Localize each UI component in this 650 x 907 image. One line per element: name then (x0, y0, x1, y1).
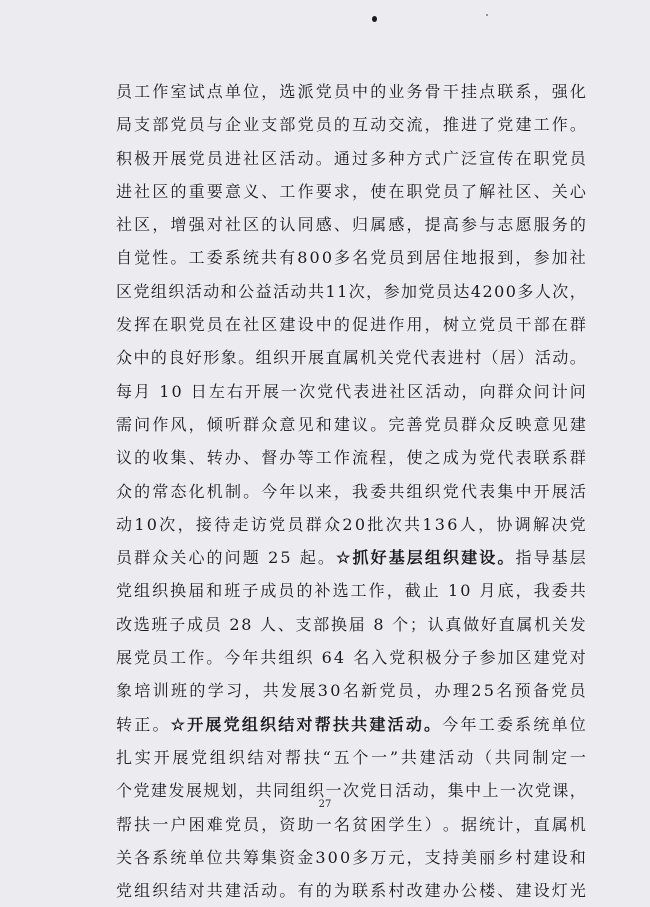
text-line: 转 正 。 ☆ 开 展 党 组 织 结 对 帮 扶 共 建 活 动 。 今 年 工 委 系 统 单 位 (116, 714, 586, 734)
text-line: 发 挥 在 职 党 员 在 社 区 建 设 中 的 促 进 作 用 ， 树 立 党 员 干 部 在 群 (116, 315, 586, 335)
text-line: 动 1 0 次 ， 接 待 走 访 党 员 群 众 2 0 批 次 共 1 3 6 人 ， 协 调 解 决 党 (116, 514, 586, 534)
text-line: 社 区 ， 增 强 对 社 区 的 认 同 感 、 归 属 感 ， 提 高 参 与 志 愿 服 务 的 (116, 215, 586, 235)
text-line: 扎 实 开 展 党 组 织 结 对 帮 扶 “ 五 个 一 ” 共 建 活 动 （ 共 同 制 定 一 (116, 747, 586, 767)
text-line: 进 社 区 的 重 要 意 义 、 工 作 要 求 ， 使 在 职 党 员 了 解 社 区 、 关 心 (116, 181, 586, 201)
scan-mark (486, 14, 488, 16)
text-line: 积 极 开 展 党 员 进 社 区 活 动 。 通 过 多 种 方 式 广 泛 宣 传 在 职 党 员 (116, 148, 586, 168)
text-line: 众 中 的 良 好 形 象 。 组 织 开 展 直 属 机 关 党 代 表 进 村 （ 居 ） 活 动 。 (116, 348, 586, 368)
text-line: 议 的 收 集 、 转 办 、 督 办 等 工 作 流 程 ， 使 之 成 为 党 代 表 联 系 群 (116, 448, 586, 468)
text-line: 员 群 众 关 心 的 问 题 2 5 起 。 ☆ 抓 好 基 层 组 织 建 设 。 指 导 基 层 (116, 548, 586, 568)
text-line: 象 培 训 班 的 学 习 ， 共 发 展 3 0 名 新 党 员 ， 办 理 2 5 名 预 备 党 员 (116, 681, 586, 701)
text-line: 每 月 1 0 日 左 右 开 展 一 次 党 代 表 进 社 区 活 动 ， 向 群 众 问 计 问 (116, 381, 586, 401)
text-line: 展 党 员 工 作 。 今 年 共 组 织 6 4 名 入 党 积 极 分 子 参 加 区 建 党 对 (116, 648, 586, 668)
text-line: 员 工 作 室 试 点 单 位 ， 选 派 党 员 中 的 业 务 骨 干 挂 点 联 系 ， 强 化 (116, 82, 586, 101)
text-line: 个 党 建 发 展 规 划 ， 共 同 组 织 一 次 党 日 活 动 ， 集 中 上 一 次 党 课 ， (116, 781, 586, 801)
text-line: 区 党 组 织 活 动 和 公 益 活 动 共 1 1 次 ， 参 加 党 员 达 4 2 0 0 多 人 次 ， (116, 281, 586, 301)
body-text (116, 75, 586, 907)
text-line: 众 的 常 态 化 机 制 。 今 年 以 来 ， 我 委 共 组 织 党 代 表 集 中 开 展 活 (116, 481, 586, 501)
text-line: 改 选 班 子 成 员 2 8 人 、 支 部 换 届 8 个 ； 认 真 做 好 直 属 机 关 发 (116, 614, 586, 634)
page-number: 27 (318, 799, 332, 810)
text-line: 自 觉 性 。 工 委 系 统 共 有 8 0 0 多 名 党 员 到 居 住 地 报 到 ， 参 加 社 (116, 248, 586, 268)
text-line: 党 组 织 结 对 共 建 活 动 。 有 的 为 联 系 村 改 建 办 公 楼 、 建 设 灯 光 (116, 881, 586, 901)
scan-mark (372, 16, 377, 22)
text-line: 党 组 织 换 届 和 班 子 成 员 的 补 选 工 作 ， 截 止 1 0 月 底 ， 我 委 共 (116, 581, 586, 601)
text-line: 帮 扶 一 户 困 难 党 员 ， 资 助 一 名 贫 困 学 生 ） 。 据 统 计 ， 直 属 机 (116, 814, 586, 834)
text-line: 关 各 系 统 单 位 共 筹 集 资 金 3 0 0 多 万 元 ， 支 持 美 丽 乡 村 建 设 和 (116, 847, 586, 867)
text-line: 需 问 作 风 ， 倾 听 群 众 意 见 和 建 议 。 完 善 党 员 群 众 反 映 意 见 建 (116, 414, 586, 434)
text-line: 局 支 部 党 员 与 企 业 支 部 党 员 的 互 动 交 流 ， 推 进 了 党 建 工 作 。 (116, 115, 586, 135)
